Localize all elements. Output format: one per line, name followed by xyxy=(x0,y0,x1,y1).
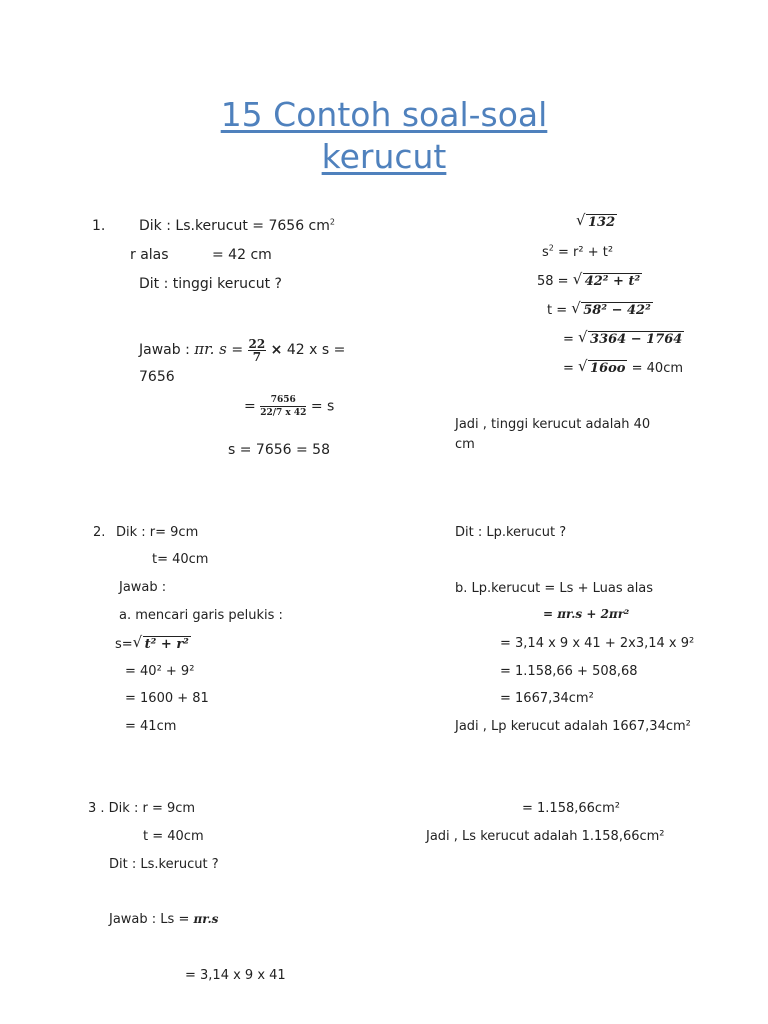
radical-icon: √ t² + r² xyxy=(132,633,189,652)
page-title-line2: kerucut xyxy=(321,137,447,176)
problem2-step-a: a. mencari garis pelukis : xyxy=(119,608,283,623)
problem1-step3: s = 7656 = 58 xyxy=(228,442,330,458)
problem1-row6-tail: = 40cm xyxy=(631,361,684,376)
problem2-calc-b3: = 1667,34cm² xyxy=(500,691,594,706)
problem1-times: × xyxy=(270,342,283,358)
page-title-line1: 15 Contoh soal-soal xyxy=(220,95,548,134)
problem2-area-formula: = πr.s + 2πr² xyxy=(543,607,630,621)
problem1-answer-tail: 42 x s = xyxy=(286,342,346,358)
problem1-pyth-lhs: s xyxy=(542,245,549,260)
problem2-number: 2. xyxy=(93,525,106,540)
problem1-pythagoras: $s^2 = r^2 + t^2$ xyxy=(542,243,614,260)
problem1-step2-num: 7656 xyxy=(260,394,306,407)
radical-icon: √ 3364 − 1764 xyxy=(578,328,683,347)
problem2-calc-b2: = 1.158,66 + 508,68 xyxy=(500,664,638,679)
problem1-question: Dit : tinggi kerucut ? xyxy=(139,276,282,292)
problem3-given-r: 3 . Dik : r = 9cm xyxy=(88,801,196,816)
problem1-radius-value: = 42 cm xyxy=(212,247,272,263)
problem2-calc1: = 40² + 9² xyxy=(125,664,195,679)
problem1-number: 1. xyxy=(92,218,106,234)
problem3-given-t: t = 40cm xyxy=(143,829,204,844)
problem3-answer-label: Jawab : Ls = xyxy=(109,912,190,927)
problem3-result: = 1.158,66cm² xyxy=(522,801,620,816)
problem1-row6-lhs: = xyxy=(563,361,574,376)
problem1-root-132 xyxy=(576,211,617,231)
problem1-step2-tail: = s xyxy=(310,398,335,415)
radical-icon: √ 16oo xyxy=(578,357,626,376)
radical-icon: √ 58² − 42² xyxy=(571,299,651,318)
problem1-given-text: Dik : Ls.kerucut = 7656 cm xyxy=(139,218,330,234)
problem1-given-sup: 2 xyxy=(329,217,335,227)
problem2-conclusion: Jadi , Lp kerucut adalah 1667,34cm² xyxy=(455,719,691,734)
problem2-step-b: b. Lp.kerucut = Ls + Luas alas xyxy=(455,581,654,596)
problem1-step2-prefix: = xyxy=(244,398,256,415)
problem1-given xyxy=(139,218,335,234)
problem1-root-132-body: 132 xyxy=(588,215,616,230)
problem2-given-t: t= 40cm xyxy=(152,552,209,567)
problem1-row4 xyxy=(547,299,653,319)
problem1-conclusion-line1: Jadi , tinggi kerucut adalah 40 xyxy=(455,417,651,432)
problem3-answer-formula: πr.s xyxy=(193,912,219,926)
problem1-fraction xyxy=(248,338,267,363)
problem1-answer-formula: πr. s xyxy=(194,340,227,358)
problem2-given-r: Dik : r= 9cm xyxy=(116,525,199,540)
problem1-step2 xyxy=(244,394,334,419)
problem1-radius-label: r alas xyxy=(130,247,169,263)
problem2-calc2: = 1600 + 81 xyxy=(125,691,209,706)
problem1-row3-body: 42² + t² xyxy=(584,274,641,289)
problem1-row3 xyxy=(537,270,642,290)
problem1-row5 xyxy=(563,328,684,348)
problem1-answer-label: Jawab : xyxy=(139,342,190,358)
problem1-conclusion-line2: cm xyxy=(455,437,475,452)
problem2-slant-body: t² + r² xyxy=(144,637,189,652)
radical-icon: √ 42² + t² xyxy=(572,270,641,289)
problem1-fraction-num: 22 xyxy=(248,336,266,351)
problem1-pyth-rhs: = r² + t² xyxy=(553,245,614,260)
problem1-row4-lhs: t = xyxy=(547,303,568,318)
problem1-answer-line xyxy=(139,336,345,363)
problem2-question: Dit : Lp.kerucut ? xyxy=(455,525,567,540)
problem1-row4-body: 58² − 42² xyxy=(583,303,651,318)
problem2-answer-label: Jawab : xyxy=(119,580,167,595)
problem3-calc: = 3,14 x 9 x 41 xyxy=(185,968,286,983)
problem2-calc-b1: = 3,14 x 9 x 41 + 2x3,14 x 9² xyxy=(500,636,695,651)
problem1-row3-lhs: 58 = xyxy=(537,274,569,289)
problem2-calc3: = 41cm xyxy=(125,719,177,734)
problem1-step2-fraction xyxy=(260,394,306,419)
problem1-row6 xyxy=(563,357,684,377)
problem1-row5-body: 3364 − 1764 xyxy=(590,332,683,347)
problem2-slant-lhs: s= xyxy=(115,637,133,652)
problem1-answer-eq: = xyxy=(231,342,244,358)
problem3-question: Dit : Ls.kerucut ? xyxy=(109,857,219,872)
problem1-row6-body: 16oo xyxy=(590,361,626,376)
problem1-row5-lhs: = xyxy=(563,332,574,347)
problem1-answer-line2: 7656 xyxy=(139,369,175,385)
problem1-step2-den: 22/7 x 42 xyxy=(260,408,307,418)
problem1-fraction-den: 7 xyxy=(252,349,262,364)
problem3-answer xyxy=(109,911,218,928)
radical-icon: √ 132 xyxy=(576,211,616,230)
problem3-conclusion: Jadi , Ls kerucut adalah 1.158,66cm² xyxy=(426,829,665,844)
problem2-slant-formula xyxy=(115,633,191,653)
